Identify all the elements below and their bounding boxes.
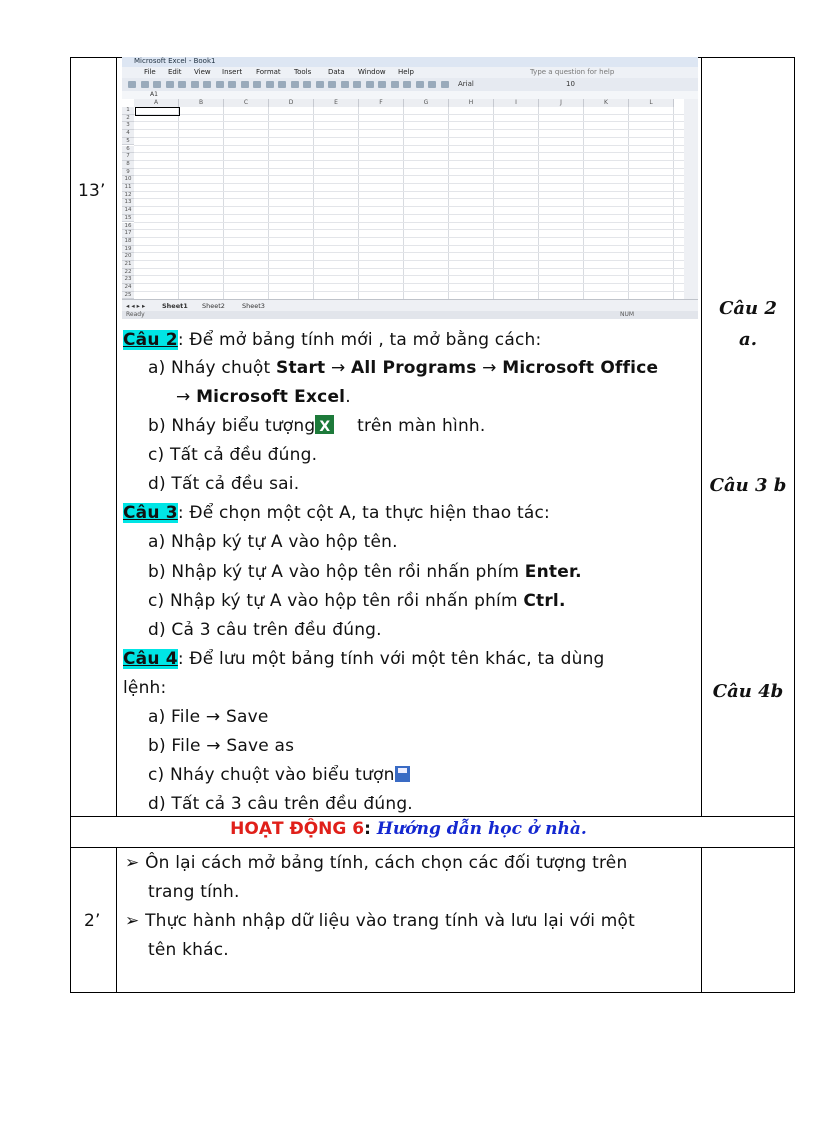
excel-row-header: 16	[122, 223, 134, 231]
toolbar-button-icon	[203, 81, 211, 88]
toolbar-button-icon	[316, 81, 324, 88]
homework-item-2-text: Thực hành nhập dữ liệu vào trang tính và lưu lại với một	[145, 911, 636, 931]
excel-column-header: D	[269, 99, 314, 107]
sheet-tab-3: Sheet3	[242, 302, 265, 310]
arrow-icon: →	[205, 707, 221, 727]
homework-item-1-text: Ôn lại cách mở bảng tính, cách chọn các đối tượng trên	[145, 853, 628, 873]
excel-row-header: 24	[122, 284, 134, 292]
excel-gridline	[134, 275, 684, 276]
q3-label: Câu 3	[123, 503, 178, 523]
q3-b-prefix: b) Nhập ký tự A vào hộp tên rồi nhấn phím	[148, 562, 525, 582]
excel-status-num: NUM	[620, 311, 635, 318]
excel-row-header: 20	[122, 253, 134, 261]
arrow-icon: →	[176, 387, 191, 407]
excel-status-ready: Ready	[126, 311, 145, 318]
sheet-nav-arrows: ◂ ◂ ▸ ▸	[126, 302, 146, 310]
excel-menu-item: Edit	[168, 68, 182, 76]
toolbar-button-icon	[266, 81, 274, 88]
excel-gridline	[268, 107, 269, 299]
q3-option-b	[148, 561, 582, 583]
excel-gridline	[134, 175, 684, 176]
q4-c-text: c) Nháy chuột vào biểu tượn	[148, 765, 395, 785]
toolbar-button-icon	[141, 81, 149, 88]
answer-q2-line2: a.	[739, 329, 757, 350]
toolbar-button-icon	[353, 81, 361, 88]
excel-menu-item: Insert	[222, 68, 243, 76]
excel-menu-item: Help	[398, 68, 414, 76]
toolbar-button-icon	[166, 81, 174, 88]
excel-column-header: G	[404, 99, 449, 107]
q3-option-a: a) Nhập ký tự A vào hộp tên.	[148, 532, 398, 552]
excel-column-header: J	[539, 99, 584, 107]
time-cell-2: 2’	[84, 911, 101, 931]
q2-stem	[123, 329, 541, 351]
excel-column-header: E	[314, 99, 359, 107]
answer-q3: Câu 3 b	[709, 475, 787, 496]
excel-row-header: 1	[122, 107, 134, 115]
excel-column-header: L	[629, 99, 674, 107]
excel-gridline	[134, 137, 684, 138]
excel-row-header: 23	[122, 276, 134, 284]
excel-gridline	[134, 291, 684, 292]
excel-row-header: 15	[122, 215, 134, 223]
table-border-bottom	[70, 992, 795, 993]
q3-option-c	[148, 590, 566, 612]
answer-q2-line1: Câu 2	[719, 298, 777, 319]
excel-row-header: 9	[122, 169, 134, 177]
heading-title: Hướng dẫn học ở nhà.	[376, 819, 587, 839]
q4-text: : Để lưu một bảng tính với một tên khác, ta dùng	[177, 649, 605, 669]
q2-option-c: c) Tất cả đều đúng.	[148, 445, 318, 465]
heading-colon: :	[364, 819, 377, 839]
excel-column-header: K	[584, 99, 629, 107]
toolbar-button-icon	[303, 81, 311, 88]
excel-gridline	[493, 107, 494, 299]
toolbar-button-icon	[291, 81, 299, 88]
arrow-icon: →	[206, 736, 221, 756]
q4-option-c	[148, 764, 410, 786]
excel-menu-item: Tools	[294, 68, 312, 76]
q3-option-d: d) Cả 3 câu trên đều đúng.	[148, 620, 382, 640]
excel-grid	[122, 99, 684, 299]
save-icon	[395, 766, 410, 782]
sheet-tab-1: Sheet1	[162, 302, 188, 310]
homework-item-1	[125, 852, 627, 874]
col-divider-2a	[701, 57, 702, 817]
excel-gridline	[134, 245, 684, 246]
q4-option-b	[148, 735, 294, 757]
q4-stem-cont: lệnh:	[123, 678, 167, 698]
toolbar-button-icon	[391, 81, 399, 88]
q2-option-d: d) Tất cả đều sai.	[148, 474, 300, 494]
excel-column-header: A	[134, 99, 179, 107]
excel-row-header: 10	[122, 176, 134, 184]
q2-a-end: .	[345, 387, 351, 407]
row-divider-1	[70, 816, 795, 817]
q4-a-suffix: Save	[220, 707, 269, 727]
toolbar-button-icon	[228, 81, 236, 88]
excel-gridline	[134, 152, 684, 153]
excel-gridline	[134, 183, 684, 184]
excel-gridline	[134, 268, 684, 269]
q2-option-b	[148, 415, 486, 437]
toolbar-button-icon	[403, 81, 411, 88]
toolbar-button-icon	[278, 81, 286, 88]
excel-gridline	[313, 107, 314, 299]
answer-q4: Câu 4b	[712, 681, 784, 702]
col-divider-1b	[116, 847, 117, 993]
q2-text: : Để mở bảng tính mới , ta mở bằng cách:	[177, 330, 542, 350]
q2-option-a	[148, 357, 658, 379]
excel-formula-bar	[122, 91, 698, 99]
toolbar-button-icon	[441, 81, 449, 88]
excel-font-name: Arial	[458, 80, 474, 88]
excel-font-size: 10	[566, 80, 575, 88]
excel-menu-item: Data	[328, 68, 345, 76]
toolbar-button-icon	[178, 81, 186, 88]
toolbar-button-icon	[128, 81, 136, 88]
excel-toolbar	[122, 78, 698, 92]
q3-stem	[123, 502, 550, 524]
excel-row-header: 6	[122, 146, 134, 154]
homework-item-2	[125, 910, 635, 932]
toolbar-button-icon	[416, 81, 424, 88]
col-divider-2b	[701, 847, 702, 993]
excel-gridline	[134, 129, 684, 130]
sheet-tab-2: Sheet2	[202, 302, 225, 310]
toolbar-button-icon	[241, 81, 249, 88]
q3-c-key: Ctrl.	[523, 591, 566, 611]
excel-row-header: 22	[122, 269, 134, 277]
excel-row-header: 3	[122, 122, 134, 130]
excel-gridline	[358, 107, 359, 299]
excel-column-header: F	[359, 99, 404, 107]
excel-row-header: 21	[122, 261, 134, 269]
excel-gridline	[134, 260, 684, 261]
q4-b-suffix: Save as	[220, 736, 295, 756]
excel-screenshot	[122, 57, 698, 319]
table-border-right	[794, 57, 795, 993]
excel-gridline	[134, 114, 684, 115]
q3-b-key: Enter.	[524, 562, 582, 582]
excel-gridline	[134, 168, 684, 169]
excel-gridline	[134, 191, 684, 192]
arrow-icon: →	[482, 358, 497, 378]
excel-gridline	[583, 107, 584, 299]
excel-vertical-scrollbar	[684, 99, 698, 299]
q2-b-suffix: trên màn hình.	[357, 416, 486, 436]
excel-row-header: 25	[122, 292, 134, 300]
excel-help-box: Type a question for help	[530, 68, 615, 76]
excel-gridline	[134, 283, 684, 284]
q4-a-prefix: a) File	[148, 707, 206, 727]
toolbar-button-icon	[153, 81, 161, 88]
excel-gridline	[134, 214, 684, 215]
toolbar-button-icon	[253, 81, 261, 88]
excel-gridline	[134, 121, 684, 122]
q4-option-d: d) Tất cả 3 câu trên đều đúng.	[148, 794, 413, 814]
excel-row-header: 5	[122, 138, 134, 146]
toolbar-button-icon	[341, 81, 349, 88]
row-divider-2	[70, 847, 795, 848]
excel-row-header: 11	[122, 184, 134, 192]
excel-column-header: H	[449, 99, 494, 107]
excel-menu-item: Window	[358, 68, 386, 76]
q2-a-start: Start	[276, 358, 326, 378]
excel-row-header: 13	[122, 199, 134, 207]
excel-row-header: 4	[122, 130, 134, 138]
col-divider-1a	[116, 57, 117, 817]
activity-heading	[116, 819, 701, 839]
bullet-arrow-icon: ➢	[125, 853, 140, 873]
q2-option-a-cont	[176, 386, 351, 408]
excel-title: Microsoft Excel - Book1	[134, 57, 216, 65]
excel-menubar	[122, 67, 698, 78]
excel-gridline	[134, 222, 684, 223]
excel-gridline	[403, 107, 404, 299]
homework-item-1-cont: trang tính.	[148, 882, 240, 902]
q2-a-prefix: a) Nháy chuột	[148, 358, 276, 378]
q2-a-allprograms: All Programs	[351, 358, 477, 378]
excel-gridline	[134, 252, 684, 253]
excel-gridline	[134, 145, 684, 146]
bullet-arrow-icon: ➢	[125, 911, 140, 931]
excel-icon-letter: X	[319, 419, 331, 435]
excel-menu-item: View	[194, 68, 211, 76]
excel-column-header: C	[224, 99, 269, 107]
excel-row-header: 12	[122, 192, 134, 200]
q3-text: : Để chọn một cột A, ta thực hiện thao tác:	[177, 503, 550, 523]
q4-option-a	[148, 706, 269, 728]
excel-gridline	[628, 107, 629, 299]
excel-icon	[315, 415, 334, 434]
excel-name-box: A1	[150, 91, 158, 98]
q2-label: Câu 2	[123, 330, 178, 350]
q3-c-prefix: c) Nhập ký tự A vào hộp tên rồi nhấn phím	[148, 591, 524, 611]
heading-activity-number: HOẠT ĐỘNG 6	[230, 819, 365, 839]
excel-gridline	[448, 107, 449, 299]
table-border-left	[70, 57, 71, 993]
excel-gridline	[134, 229, 684, 230]
excel-status-bar	[122, 311, 698, 319]
q2-a-office: Microsoft Office	[502, 358, 659, 378]
excel-row-header: 8	[122, 161, 134, 169]
excel-row-header: 18	[122, 238, 134, 246]
excel-gridline	[673, 107, 674, 299]
q2-b-prefix: b) Nháy biểu tượng	[148, 416, 316, 436]
excel-gridline	[134, 198, 684, 199]
toolbar-button-icon	[191, 81, 199, 88]
excel-gridline	[134, 160, 684, 161]
excel-active-cell	[135, 107, 180, 116]
excel-titlebar	[122, 57, 698, 67]
excel-gridline	[134, 237, 684, 238]
excel-menu-item: File	[144, 68, 156, 76]
toolbar-button-icon	[428, 81, 436, 88]
toolbar-button-icon	[378, 81, 386, 88]
time-cell-13: 13’	[78, 181, 106, 201]
arrow-icon: →	[330, 358, 346, 378]
toolbar-button-icon	[328, 81, 336, 88]
q2-a-excel: Microsoft Excel	[196, 387, 346, 407]
excel-gridline	[538, 107, 539, 299]
q4-stem	[123, 648, 605, 670]
excel-row-header: 17	[122, 230, 134, 238]
excel-row-header: 7	[122, 153, 134, 161]
excel-row-header: 2	[122, 115, 134, 123]
q4-label: Câu 4	[123, 649, 178, 669]
homework-item-2-cont: tên khác.	[148, 940, 229, 960]
toolbar-button-icon	[366, 81, 374, 88]
excel-column-header: B	[179, 99, 224, 107]
excel-gridline	[134, 206, 684, 207]
q4-b-prefix: b) File	[148, 736, 207, 756]
excel-column-header: I	[494, 99, 539, 107]
excel-row-header: 19	[122, 246, 134, 254]
excel-gridline	[178, 107, 179, 299]
excel-gridline	[223, 107, 224, 299]
excel-menu-item: Format	[256, 68, 281, 76]
toolbar-button-icon	[216, 81, 224, 88]
excel-row-header: 14	[122, 207, 134, 215]
